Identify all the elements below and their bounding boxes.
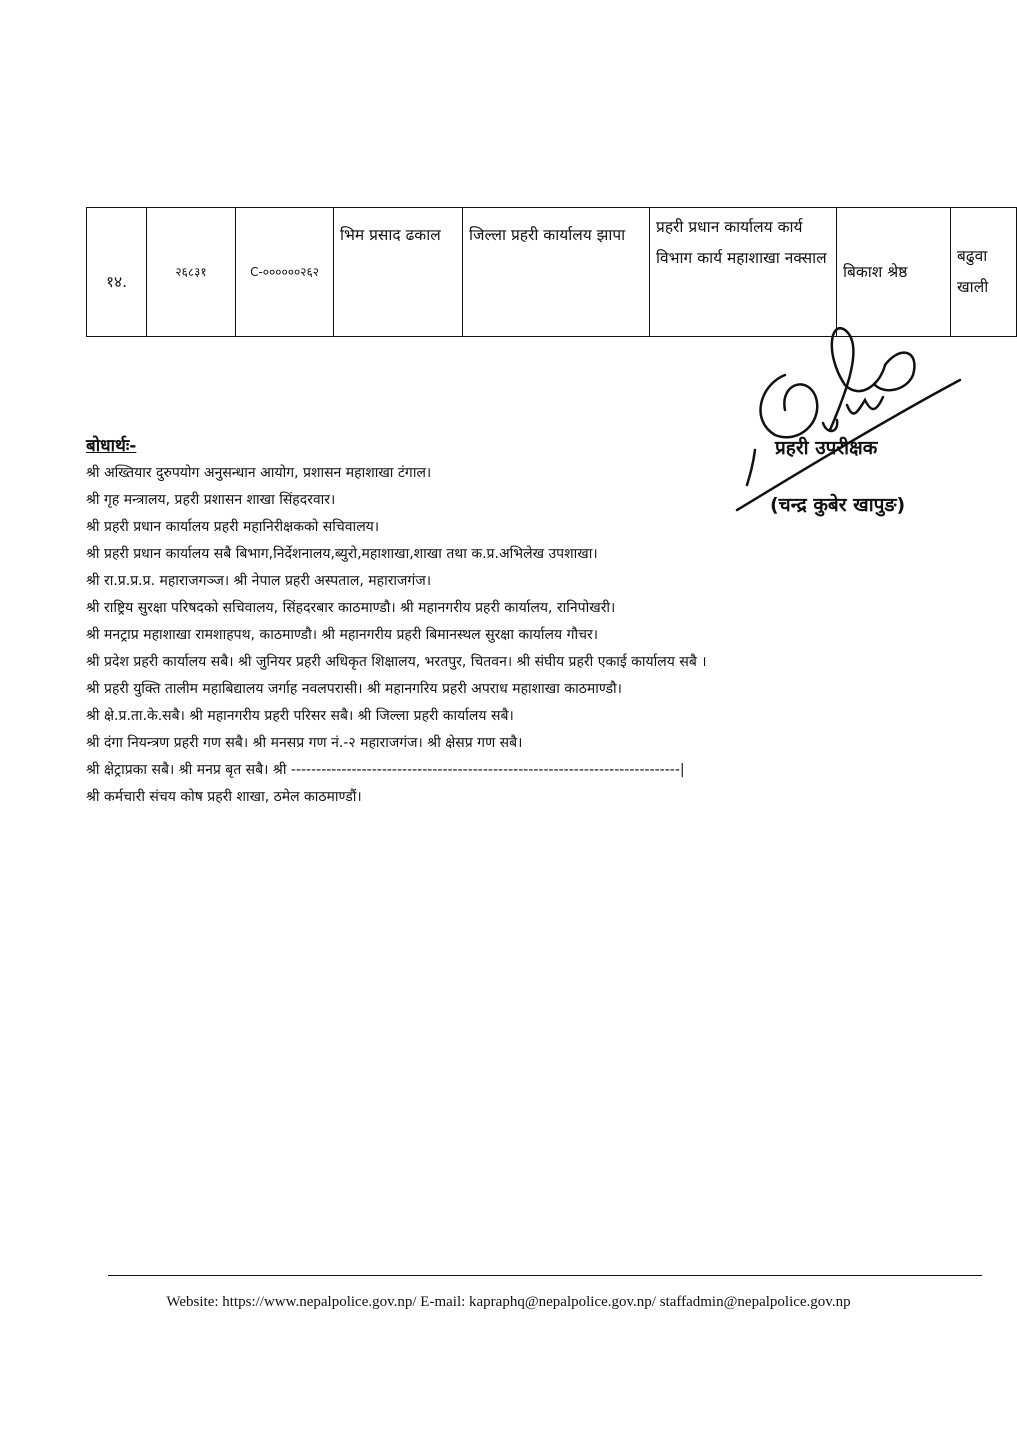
serial-cell: १४.: [87, 208, 147, 337]
signatory-name: (चन्द्र कुबेर खापुङ): [770, 494, 906, 516]
list-item: श्री रा.प्र.प्र.प्र. महाराजगञ्ज। श्री नेपाल प्रहरी अस्पताल, महाराजगंज।: [86, 573, 432, 589]
list-item: श्री गृह मन्त्रालय, प्रहरी प्रशासन शाखा सिंहदरवार।: [86, 492, 336, 508]
record-table: [86, 207, 1017, 337]
code-cell: C-००००००२६२: [236, 208, 334, 337]
current-office-cell: जिल्ला प्रहरी कार्यालय झापा: [463, 208, 650, 337]
list-item: श्री प्रदेश प्रहरी कार्यालय सबै। श्री जुनियर प्रहरी अधिकृत शिक्षालय, भरतपुर, चितवन। श्री संघीय प्रहरी एकाई कार्यालय सबै ।: [86, 654, 707, 670]
list-item: श्री मनट्राप्र महाशाखा रामशाहपथ, काठमाण्डौ। श्री महानगरीय प्रहरी बिमानस्थल सुरक्षा कार्यालय गौचर।: [86, 627, 599, 643]
list-item: श्री क्षे.प्र.ता.के.सबै। श्री महानगरीय प्रहरी परिसर सबै। श्री जिल्ला प्रहरी कार्यालय सबै।: [86, 708, 514, 724]
list-item: श्री कर्मचारी संचय कोष प्रहरी शाखा, ठमेल काठमाण्डौं।: [86, 789, 362, 805]
recipients-heading: बोधार्थः-: [86, 436, 137, 456]
transfer-office-cell: प्रहरी प्रधान कार्यालय कार्य विभाग कार्य महाशाखा नक्साल: [650, 208, 837, 337]
table-row: [87, 208, 1017, 337]
list-item: श्री अख्तियार दुरुपयोग अनुसन्धान आयोग, प्रशासन महाशाखा टंगाल।: [86, 465, 432, 481]
list-item: श्री प्रहरी प्रधान कार्यालय सबै बिभाग,निर्देशनालय,ब्युरो,महाशाखा,शाखा तथा क.प्र.अभिलेख उपशाखा।: [86, 546, 598, 562]
recipients-list: [86, 460, 846, 811]
remark-cell: बढुवा खाली: [951, 208, 1017, 337]
name-cell: भिम प्रसाद ढकाल: [334, 208, 463, 337]
signatory-title: प्रहरी उपरीक्षक: [775, 437, 878, 459]
footer-divider: [108, 1275, 982, 1276]
list-item: श्री दंगा नियन्त्रण प्रहरी गण सबै। श्री मनसप्र गण नं.-२ महाराजगंज। श्री क्षेसप्र गण सबै।: [86, 735, 523, 751]
list-item: श्री प्रहरी प्रधान कार्यालय प्रहरी महानिरीक्षकको सचिवालय।: [86, 519, 380, 535]
replacement-cell: बिकाश श्रेष्ठ: [837, 208, 951, 337]
id-number-cell: २६८३१: [147, 208, 236, 337]
list-item: श्री राष्ट्रिय सुरक्षा परिषदको सचिवालय, सिंहदरबार काठमाण्डौ। श्री महानगरीय प्रहरी कार्यालय, रानिपोखरी।: [86, 600, 616, 616]
recipients-section: [86, 432, 846, 811]
footer-contact: Website: https://www.nepalpolice.gov.np/ E-mail: kapraphq@nepalpolice.gov.np/ staffadmin@nepalpolice.gov.np: [166, 1294, 851, 1310]
list-item: श्री प्रहरी युक्ति तालीम महाबिद्यालय जर्गाह नवलपरासी। श्री महानगरिय प्रहरी अपराध महाशाखा काठमाण्डौ।: [86, 681, 622, 697]
list-item: श्री क्षेट्राप्रका सबै। श्री मनप्र बृत सबै। श्री -----------------------------------------------------------------------------|: [86, 762, 685, 778]
